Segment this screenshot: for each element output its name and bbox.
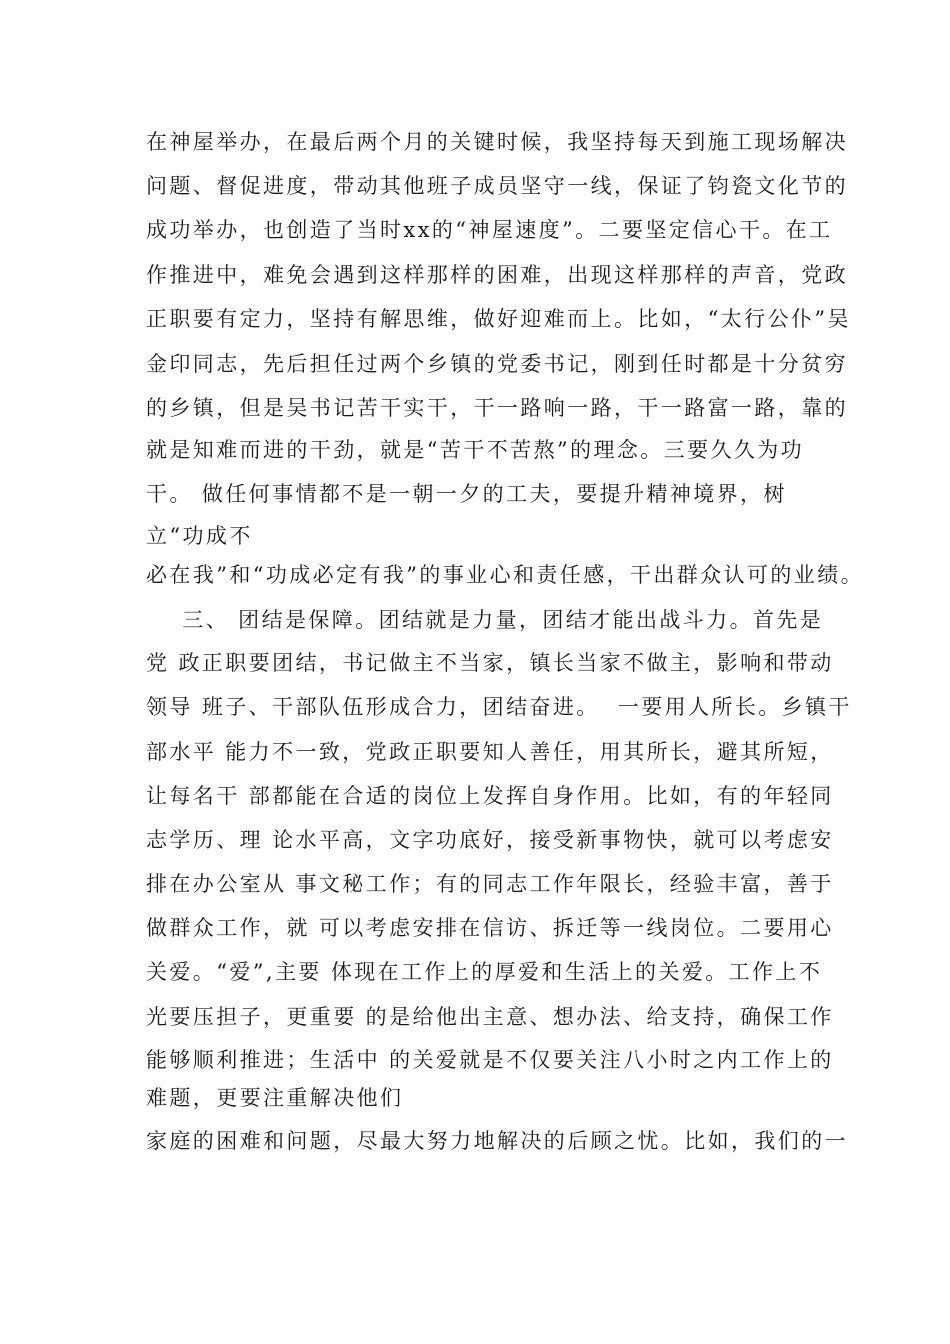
text-line-22: 能够顺利推进；生活中 的关爱就是不仅要关注八小时之内工作上的 <box>146 1048 834 1072</box>
text-line-11: 必在我”和“功成必定有我”的事业心和责任感，干出群众认可的业绩。 <box>146 563 865 587</box>
text-line-10: 立“功成不 <box>146 524 253 548</box>
text-line-18: 排在办公室从 事文秘工作；有的同志工作年限长，经验丰富，善于 <box>146 872 834 896</box>
text-line-5: 正职要有定力，坚持有解思维，做好迎难而上。比如，“太行公仆”吴 <box>146 307 851 331</box>
text-line-24: 家庭的困难和问题，尽最大努力地解决的后顾之忧。比如，我们的一 <box>146 1129 848 1153</box>
text-line-23: 难题，更要注重解决他们 <box>146 1086 404 1110</box>
text-line-9: 干。 做任何事情都不是一朝一夕的工夫，要提升精神境界，树 <box>146 482 787 506</box>
text-line-8: 就是知难而进的干劲，就是“苦干不苦熬”的理念。三要久久为功 <box>146 438 805 462</box>
text-line-3: 成功举办，也创造了当时xx的“神屋速度”。二要坚定信心干。在工 <box>146 218 833 242</box>
text-line-12: 三、 团结是保障。团结就是力量，团结才能出战斗力。首先是 <box>146 608 824 632</box>
text-line-14: 领导 班子、干部队伍形成合力，团结奋进。 一要用人所长。乡镇干 <box>146 695 852 719</box>
text-line-7: 的乡镇，但是吴书记苦干实干，干一路响一路，干一路富一路，靠的 <box>146 396 848 420</box>
text-line-19: 做群众工作，就 可以考虑安排在信访、拆迁等一线岗位。二要用心 <box>146 916 834 940</box>
text-line-17: 志学历、理 论水平高，文字功底好，接受新事物快，就可以考虑安 <box>146 828 834 852</box>
text-line-1: 在神屋举办，在最后两个月的关键时候，我坚持每天到施工现场解决 <box>146 130 848 154</box>
text-line-15: 部水平 能力不一致，党政正职要知人善任，用其所长，避其所短， <box>146 740 834 764</box>
text-line-2: 问题、督促进度，带动其他班子成员坚守一线，保证了钧瓷文化节的 <box>146 174 848 198</box>
text-line-16: 让每名干 部都能在合适的岗位上发挥自身作用。比如，有的年轻同 <box>146 784 834 808</box>
text-line-6: 金印同志，先后担任过两个乡镇的党委书记，刚到任时都是十分贫穷 <box>146 352 848 376</box>
text-line-21: 光要压担子，更重要 的是给他出主意、想办法、给支持，确保工作 <box>146 1005 834 1029</box>
text-line-4: 作推进中，难免会遇到这样那样的困难，出现这样那样的声音，党政 <box>146 263 848 287</box>
text-line-13: 党 政正职要团结，书记做主不当家，镇长当家不做主，影响和带动 <box>146 651 834 675</box>
text-line-20: 关爱。“爱”,主要 体现在工作上的厚爱和生活上的关爱。工作上不 <box>146 960 823 984</box>
